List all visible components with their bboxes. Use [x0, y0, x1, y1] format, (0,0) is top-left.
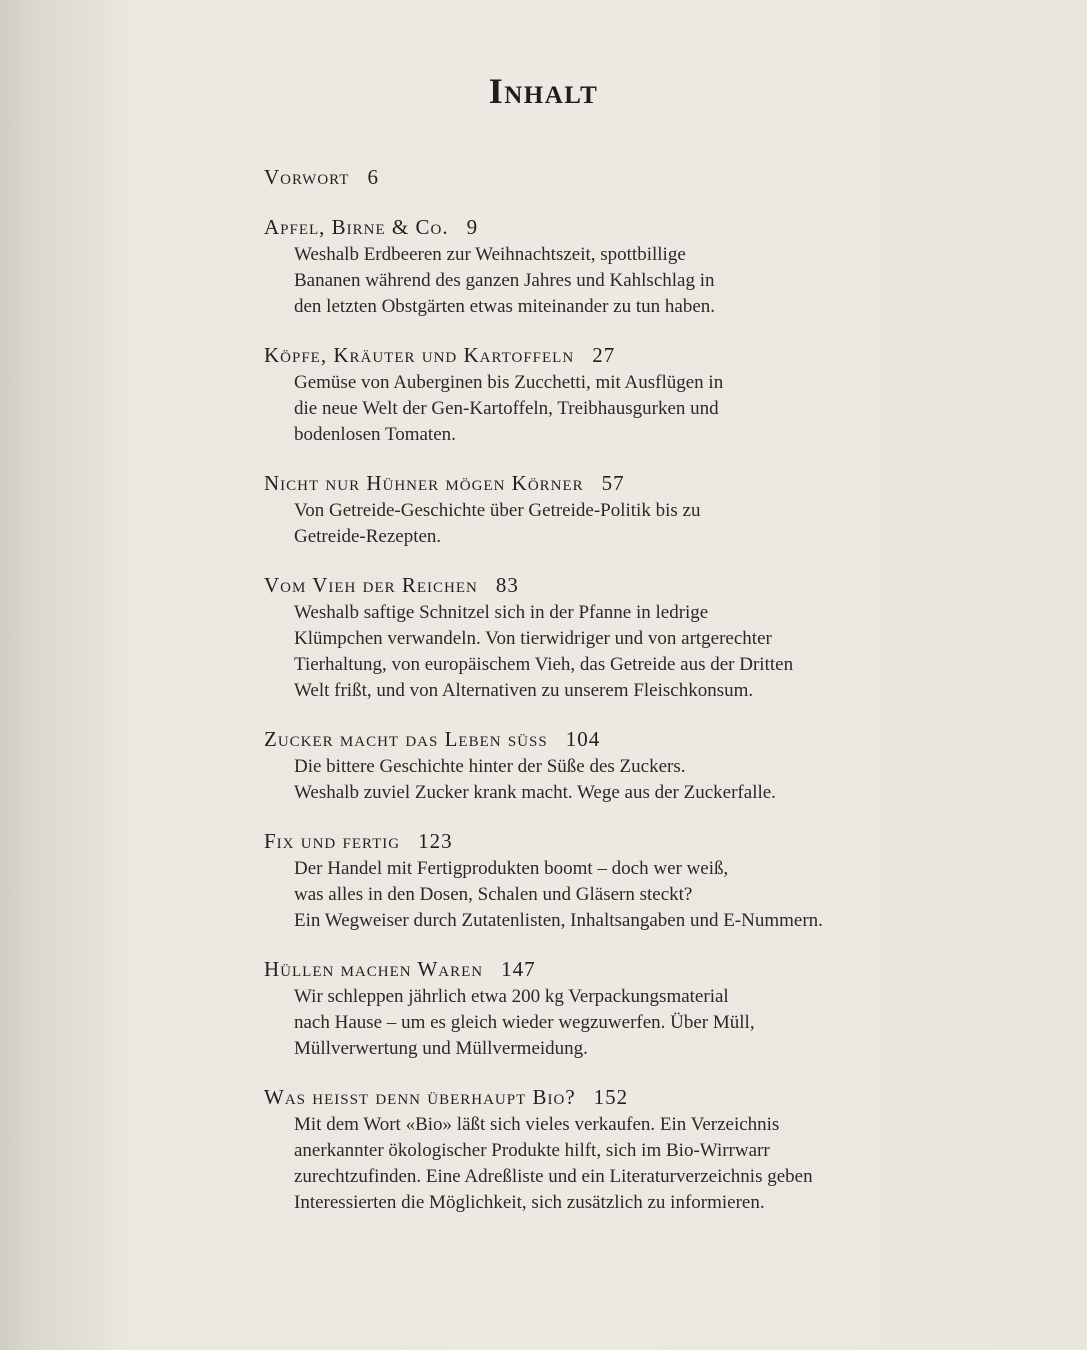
- toc-entry: [264, 340, 964, 448]
- chapter-title: Apfel, Birne & Co.: [264, 215, 449, 239]
- chapter-description-line: den letzten Obstgärten etwas miteinander zu tun haben.: [294, 296, 716, 317]
- chapter-description-line: Gemüse von Auberginen bis Zucchetti, mit Ausflügen in: [294, 372, 724, 393]
- table-of-contents: [264, 162, 964, 1236]
- chapter-description-line: bodenlosen Tomaten.: [294, 424, 456, 445]
- toc-entry: [264, 724, 964, 806]
- chapter-description-line: Klümpchen verwandeln. Von tierwidriger und von artgerechter: [294, 628, 772, 649]
- chapter-description: [294, 754, 964, 806]
- toc-entry-heading-row: [264, 1082, 964, 1112]
- chapter-title: Vorwort: [264, 165, 350, 189]
- chapter-description-line: anerkannter ökologischer Produkte hilft, sich im Bio-Wirrwarr: [294, 1140, 770, 1161]
- toc-entry-heading-row: [264, 340, 964, 370]
- toc-entry: [264, 826, 964, 934]
- toc-entry-heading-row: [264, 826, 964, 856]
- chapter-description-line: was alles in den Dosen, Schalen und Gläsern steckt?: [294, 884, 693, 905]
- toc-entry: [264, 162, 964, 192]
- chapter-description: [294, 1112, 964, 1216]
- chapter-title: Fix und fertig: [264, 829, 401, 853]
- chapter-description-line: Der Handel mit Fertigprodukten boomt – doch wer weiß,: [294, 858, 729, 879]
- chapter-description-line: Ein Wegweiser durch Zutatenlisten, Inhaltsangaben und E-Nummern.: [294, 910, 823, 931]
- toc-entry: [264, 212, 964, 320]
- chapter-description-line: Wir schleppen jährlich etwa 200 kg Verpackungsmaterial: [294, 986, 729, 1007]
- chapter-page-number: 27: [592, 343, 616, 367]
- toc-entry: [264, 468, 964, 550]
- chapter-page-number: 9: [466, 215, 479, 239]
- chapter-description: [294, 242, 964, 320]
- chapter-page-number: 152: [593, 1085, 629, 1109]
- chapter-description-line: nach Hause – um es gleich wieder wegzuwerfen. Über Müll,: [294, 1012, 755, 1033]
- chapter-description-line: Weshalb Erdbeeren zur Weihnachtszeit, spottbillige: [294, 244, 686, 265]
- chapter-description-line: Mit dem Wort «Bio» läßt sich vieles verkaufen. Ein Verzeichnis: [294, 1114, 780, 1135]
- chapter-description: [294, 856, 964, 934]
- toc-entry-heading-row: [264, 570, 964, 600]
- chapter-page-number: 6: [367, 165, 379, 189]
- toc-entry: [264, 954, 964, 1062]
- chapter-description-line: Welt frißt, und von Alternativen zu unserem Fleischkonsum.: [294, 680, 754, 701]
- chapter-description: [294, 498, 964, 550]
- chapter-description-line: Interessierten die Möglichkeit, sich zusätzlich zu informieren.: [294, 1192, 765, 1213]
- toc-entry: [264, 570, 964, 704]
- chapter-description: [294, 370, 964, 448]
- chapter-description-line: Bananen während des ganzen Jahres und Kahlschlag in: [294, 270, 715, 291]
- chapter-description-line: zurechtzufinden. Eine Adreßliste und ein Literaturverzeichnis geben: [294, 1166, 813, 1187]
- toc-entry-heading-row: [264, 212, 964, 242]
- chapter-page-number: 104: [565, 727, 601, 751]
- chapter-description-line: Von Getreide-Geschichte über Getreide-Politik bis zu: [294, 500, 701, 521]
- toc-entry-heading-row: [264, 724, 964, 754]
- toc-entry-heading-row: [264, 162, 964, 192]
- chapter-description-line: Weshalb zuviel Zucker krank macht. Wege aus der Zuckerfalle.: [294, 782, 776, 803]
- page-title: Inhalt: [488, 71, 599, 111]
- chapter-title: Was heisst denn überhaupt Bio?: [264, 1085, 576, 1109]
- chapter-description-line: die neue Welt der Gen-Kartoffeln, Treibhausgurken und: [294, 398, 719, 419]
- chapter-title: Vom Vieh der Reichen: [264, 573, 478, 597]
- chapter-description-line: Weshalb saftige Schnitzel sich in der Pfanne in ledrige: [294, 602, 709, 623]
- chapter-description: [294, 984, 964, 1062]
- chapter-title: Zucker macht das Leben süss: [264, 727, 548, 751]
- toc-entry: [264, 1082, 964, 1216]
- chapter-description: [294, 600, 964, 704]
- chapter-description-line: Getreide-Rezepten.: [294, 526, 442, 547]
- toc-entry-heading-row: [264, 954, 964, 984]
- chapter-page-number: 123: [418, 829, 453, 853]
- chapter-description-line: Tierhaltung, von europäischem Vieh, das Getreide aus der Dritten: [294, 654, 794, 675]
- book-gutter: [0, 0, 120, 1350]
- chapter-title: Hüllen machen Waren: [264, 957, 484, 981]
- chapter-title: Köpfe, Kräuter und Kartoffeln: [264, 343, 575, 367]
- chapter-page-number: 57: [601, 471, 625, 495]
- toc-entry-heading-row: [264, 468, 964, 498]
- chapter-title: Nicht nur Hühner mögen Körner: [264, 471, 584, 495]
- chapter-page-number: 83: [495, 573, 519, 597]
- chapter-description-line: Die bittere Geschichte hinter der Süße des Zuckers.: [294, 756, 686, 777]
- chapter-description-line: Müllverwertung und Müllvermeidung.: [294, 1038, 588, 1059]
- chapter-page-number: 147: [501, 957, 536, 981]
